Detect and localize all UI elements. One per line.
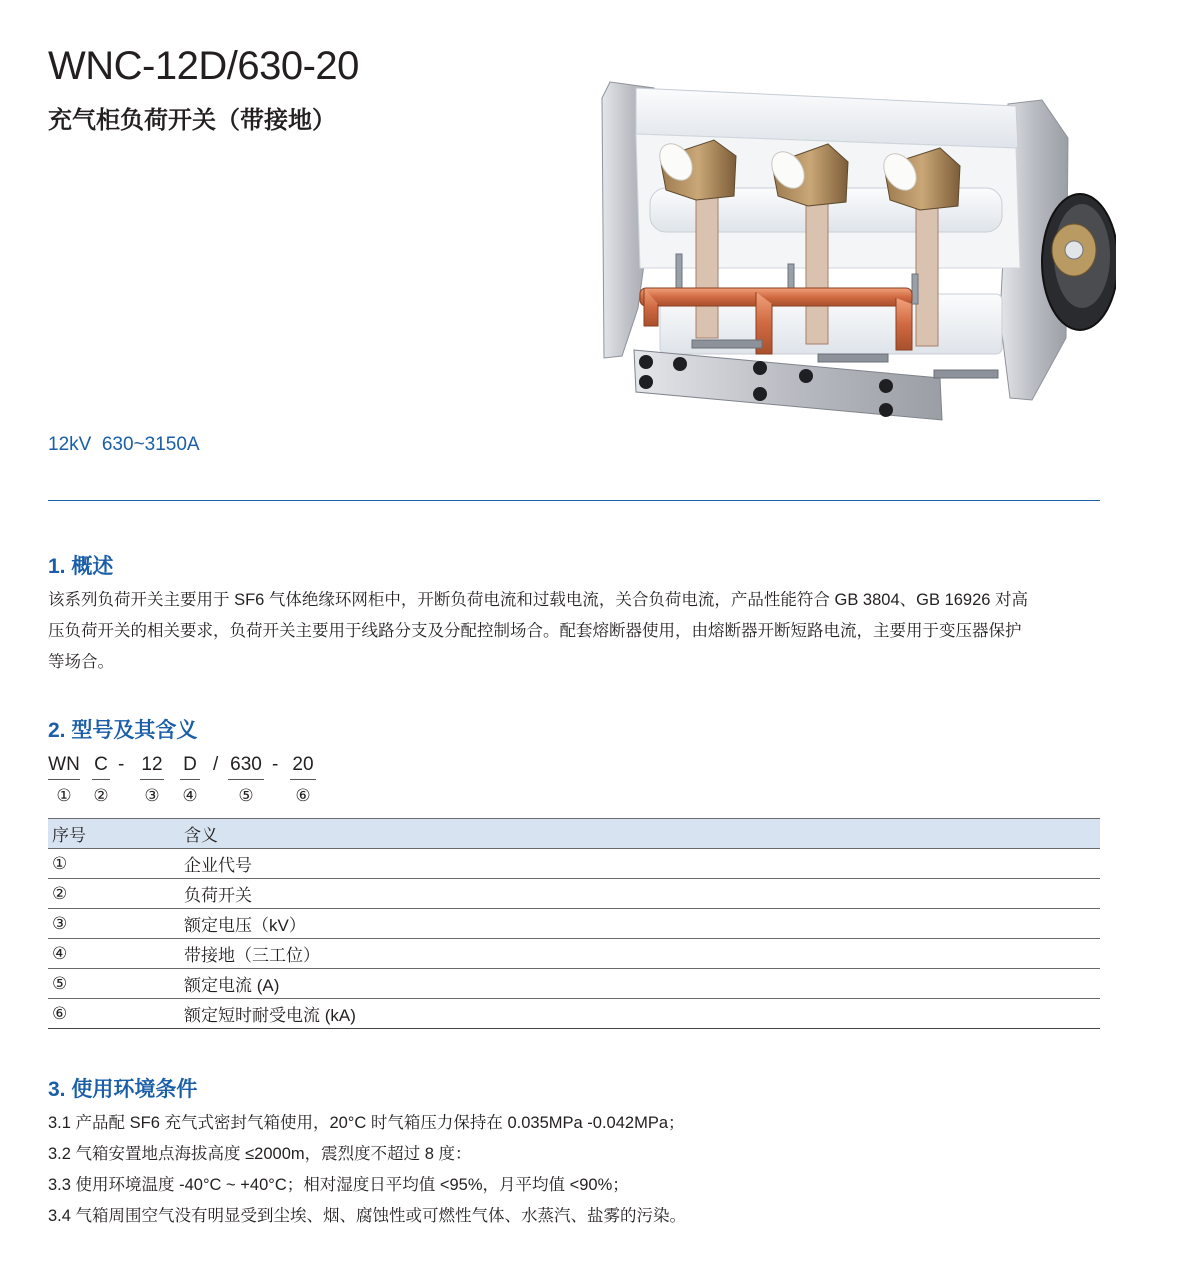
product-title: WNC-12D/630-20 [48,44,359,88]
table-row [48,939,1100,969]
row-index: ④ [48,939,180,969]
model-index: ③ [144,786,160,805]
row-meaning: 额定电压（kV） [180,909,1100,939]
list-item: 3.1 产品配 SF6 充气式密封气箱使用，20°C 时气箱压力保持在 0.035MPa -0.042MPa； [48,1114,685,1132]
model-code: D [180,754,200,780]
header-divider [48,500,1100,501]
overview-line: 等场合。 [48,653,114,671]
section-1-heading: 1. 概述 [48,555,114,578]
table-row [48,849,1100,879]
model-index: ⑥ [295,786,311,805]
model-code: WN [48,754,80,780]
model-part [92,754,110,806]
row-meaning: 带接地（三工位） [180,939,1100,969]
product-subtitle: 充气柜负荷开关（带接地） [48,107,336,134]
model-code-breakdown [48,754,448,814]
model-separator: - [272,754,279,775]
row-index: ③ [48,909,180,939]
list-item: 3.3 使用环境温度 -40°C ~ +40°C；相对湿度日平均值 <95%，月平均值 <90%； [48,1176,629,1194]
header-index: 序号 [48,819,180,849]
model-code: 20 [290,754,316,780]
row-index: ⑥ [48,999,180,1029]
row-index: ⑤ [48,969,180,999]
overview-paragraph [48,585,1104,678]
model-part [290,754,316,806]
section-3-heading: 3. 使用环境条件 [48,1078,198,1101]
model-separator: / [213,754,219,775]
model-part [228,754,264,806]
model-code: 630 [228,754,264,780]
model-separator: - [118,754,125,775]
model-index: ⑤ [238,786,254,805]
rating-spec: 12kV 630~3150A [48,434,200,455]
row-meaning: 额定电流 (A) [180,969,1100,999]
row-meaning: 额定短时耐受电流 (kA) [180,999,1100,1029]
overview-line: 该系列负荷开关主要用于 SF6 气体绝缘环网柜中，开断负荷电流和过载电流，关合负荷电流，产品性能符合 GB 3804、GB 16926 对高 [48,591,1029,609]
table-row [48,969,1100,999]
list-item: 3.2 气箱安置地点海拔高度 ≤2000m，震烈度不超过 8 度： [48,1145,472,1163]
model-index: ④ [182,786,198,805]
model-index: ① [56,786,72,805]
table-row [48,909,1100,939]
row-index: ② [48,879,180,909]
table-row [48,879,1100,909]
overview-line: 压负荷开关的相关要求，负荷开关主要用于线路分支及分配控制场合。配套熔断器使用，由熔断器开断短路电流，主要用于变压器保护 [48,622,1022,640]
load-switch-product-image [596,78,1116,438]
model-part [140,754,164,806]
model-code: 12 [140,754,164,780]
row-meaning: 负荷开关 [180,879,1100,909]
environment-conditions-list [48,1108,686,1232]
model-part [48,754,80,806]
table-header-row [48,819,1100,849]
header-meaning: 含义 [180,819,1100,849]
row-index: ① [48,849,180,879]
row-meaning: 企业代号 [180,849,1100,879]
table-row [48,999,1100,1029]
section-2-heading: 2. 型号及其含义 [48,719,198,742]
list-item: 3.4 气箱周围空气没有明显受到尘埃、烟、腐蚀性或可燃性气体、水蒸汽、盐雾的污染。 [48,1207,687,1225]
model-meaning-table [48,818,1100,1029]
model-code: C [92,754,110,780]
model-part [180,754,200,806]
model-index: ② [93,786,109,805]
